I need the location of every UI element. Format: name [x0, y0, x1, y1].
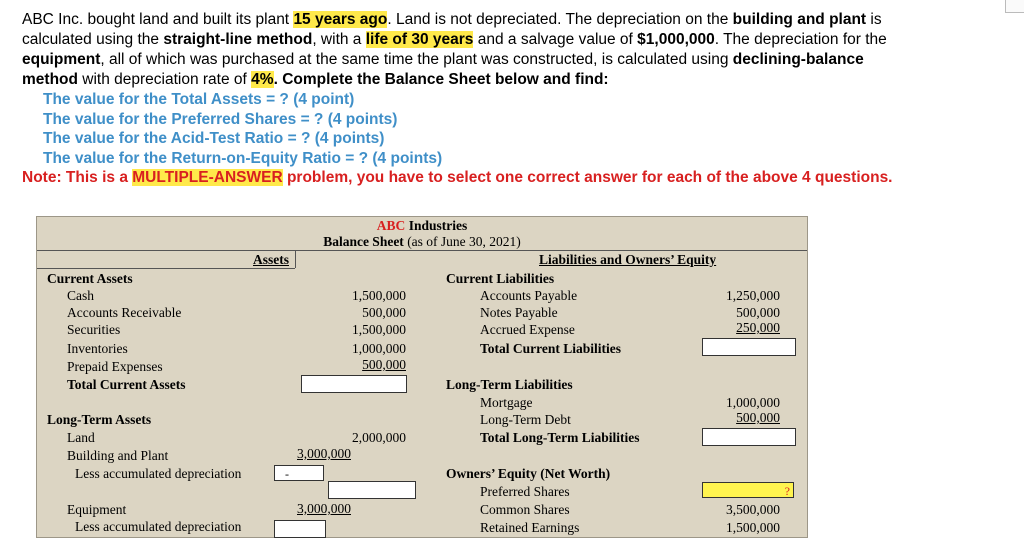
- total-long-term-liabilities-label: Total Long-Term Liabilities: [480, 430, 640, 445]
- retained-earnings-value: 1,500,000: [726, 520, 780, 535]
- inventories-label: Inventories: [67, 341, 128, 356]
- land-value: 2,000,000: [352, 430, 406, 445]
- window-edge: [1005, 0, 1024, 13]
- inventories-value: 1,000,000: [352, 341, 406, 356]
- common-shares-label: Common Shares: [480, 502, 570, 517]
- plant-accum-depreciation-label: Less accumulated depreciation: [75, 466, 242, 481]
- header-rule: [37, 250, 807, 251]
- bold-run: declining-balance method: [22, 51, 864, 88]
- sheet-date: (as of June 30, 2021): [403, 234, 521, 249]
- long-term-liabilities-heading: Long-Term Liabilities: [446, 377, 573, 392]
- long-term-assets-heading: Long-Term Assets: [47, 412, 152, 427]
- prepaid-expenses-label: Prepaid Expenses: [67, 359, 163, 374]
- text-run: ABC Inc. bought land and built its plant: [22, 11, 294, 28]
- total-current-liabilities-input[interactable]: [702, 338, 796, 356]
- notes-payable-value: 500,000: [736, 305, 780, 320]
- equipment-label: Equipment: [67, 502, 127, 517]
- question-item: The value for the Return-on-Equity Ratio = ? (4 points): [43, 149, 443, 167]
- company-name: [37, 218, 807, 234]
- note-text: Note: This is a: [22, 169, 133, 186]
- plant-net-input[interactable]: [328, 481, 416, 499]
- accounts-payable-value: 1,250,000: [726, 288, 780, 303]
- bold-run: building and plant: [732, 11, 867, 28]
- cash-label: Cash: [67, 288, 94, 303]
- accounts-receivable-label: Accounts Receivable: [67, 305, 182, 320]
- cash-value: 1,500,000: [352, 288, 406, 303]
- bold-run: Complete the Balance Sheet below and find:: [282, 71, 609, 88]
- bold-run: $1,000,000: [637, 31, 715, 48]
- text-run: , all of which was purchased at the same time the plant was constructed, is calculated using: [100, 51, 733, 68]
- retained-earnings-label: Retained Earnings: [480, 520, 580, 535]
- notes-payable-label: Notes Payable: [480, 305, 558, 320]
- current-assets-heading: Current Assets: [47, 271, 133, 286]
- problem-paragraph: [22, 10, 902, 90]
- assets-header: Assets: [253, 252, 289, 267]
- building-plant-value: 3,000,000: [297, 446, 351, 461]
- company-name-red: ABC: [376, 218, 406, 233]
- bold-run: straight-line method: [163, 31, 313, 48]
- text-run: and a salvage value of: [473, 31, 638, 48]
- highlight-rate: 4%: [251, 71, 274, 88]
- securities-label: Securities: [67, 322, 121, 337]
- accounts-payable-label: Accounts Payable: [480, 288, 578, 303]
- prepaid-expenses-value: 500,000: [362, 357, 406, 372]
- total-current-assets-input[interactable]: [301, 375, 407, 393]
- securities-value: 1,500,000: [352, 322, 406, 337]
- company-name-rest: Industries: [405, 218, 468, 233]
- text-run: with depreciation rate of: [77, 71, 252, 88]
- text-run: . Land is not depreciated. The depreciation on the: [387, 11, 733, 28]
- text-run: .: [273, 71, 283, 88]
- question-item: The value for the Preferred Shares = ? (4 points): [43, 110, 398, 128]
- owners-equity-heading: Owners’ Equity (Net Worth): [446, 466, 611, 481]
- note-highlight: MULTIPLE-ANSWER: [132, 169, 283, 186]
- question-item: The value for the Total Assets = ? (4 point): [43, 91, 355, 108]
- column-divider: [295, 250, 296, 268]
- problem-statement: [22, 10, 902, 188]
- long-term-debt-value: 500,000: [736, 410, 780, 425]
- accrued-expense-label: Accrued Expense: [480, 322, 575, 337]
- highlight-life: life of 30 years: [365, 31, 474, 48]
- equipment-depreciation-input[interactable]: [274, 520, 326, 538]
- total-current-assets-label: Total Current Assets: [67, 377, 186, 392]
- liabilities-header: Liabilities and Owners’ Equity: [539, 252, 717, 267]
- text-run: . The depreciation for the: [714, 31, 887, 48]
- text-run: , with a: [312, 31, 366, 48]
- total-current-liabilities-label: Total Current Liabilities: [480, 341, 622, 356]
- total-long-term-liabilities-input[interactable]: [702, 428, 796, 446]
- equipment-accum-depreciation-label: Less accumulated depreciation: [75, 519, 242, 534]
- long-term-debt-label: Long-Term Debt: [480, 412, 571, 427]
- question-item: The value for the Acid-Test Ratio = ? (4 points): [43, 130, 385, 147]
- mortgage-label: Mortgage: [480, 395, 533, 410]
- common-shares-value: 3,500,000: [726, 502, 780, 517]
- accrued-expense-value: 250,000: [736, 320, 780, 335]
- text-run: is calculated using the: [22, 11, 882, 48]
- preferred-shares-label: Preferred Shares: [480, 484, 570, 499]
- sheet-title: [37, 234, 807, 250]
- bold-run: equipment: [22, 51, 101, 68]
- note: [22, 168, 902, 188]
- current-liabilities-heading: Current Liabilities: [446, 271, 555, 286]
- note-text: problem, you have to select one correct answer for each of the above 4 questions.: [282, 169, 893, 186]
- balance-sheet: [36, 216, 808, 538]
- preferred-shares-input[interactable]: ?: [702, 482, 794, 498]
- highlight-years: 15 years ago: [293, 11, 388, 28]
- accounts-receivable-value: 500,000: [362, 305, 406, 320]
- mortgage-value: 1,000,000: [726, 395, 780, 410]
- question-list: [43, 90, 902, 168]
- equipment-value: 3,000,000: [297, 501, 351, 516]
- land-label: Land: [67, 430, 95, 445]
- assets-header-rule: [37, 268, 295, 269]
- sheet-title-bold: Balance Sheet: [323, 234, 404, 249]
- building-plant-label: Building and Plant: [67, 448, 169, 463]
- plant-depreciation-input[interactable]: -: [274, 465, 324, 481]
